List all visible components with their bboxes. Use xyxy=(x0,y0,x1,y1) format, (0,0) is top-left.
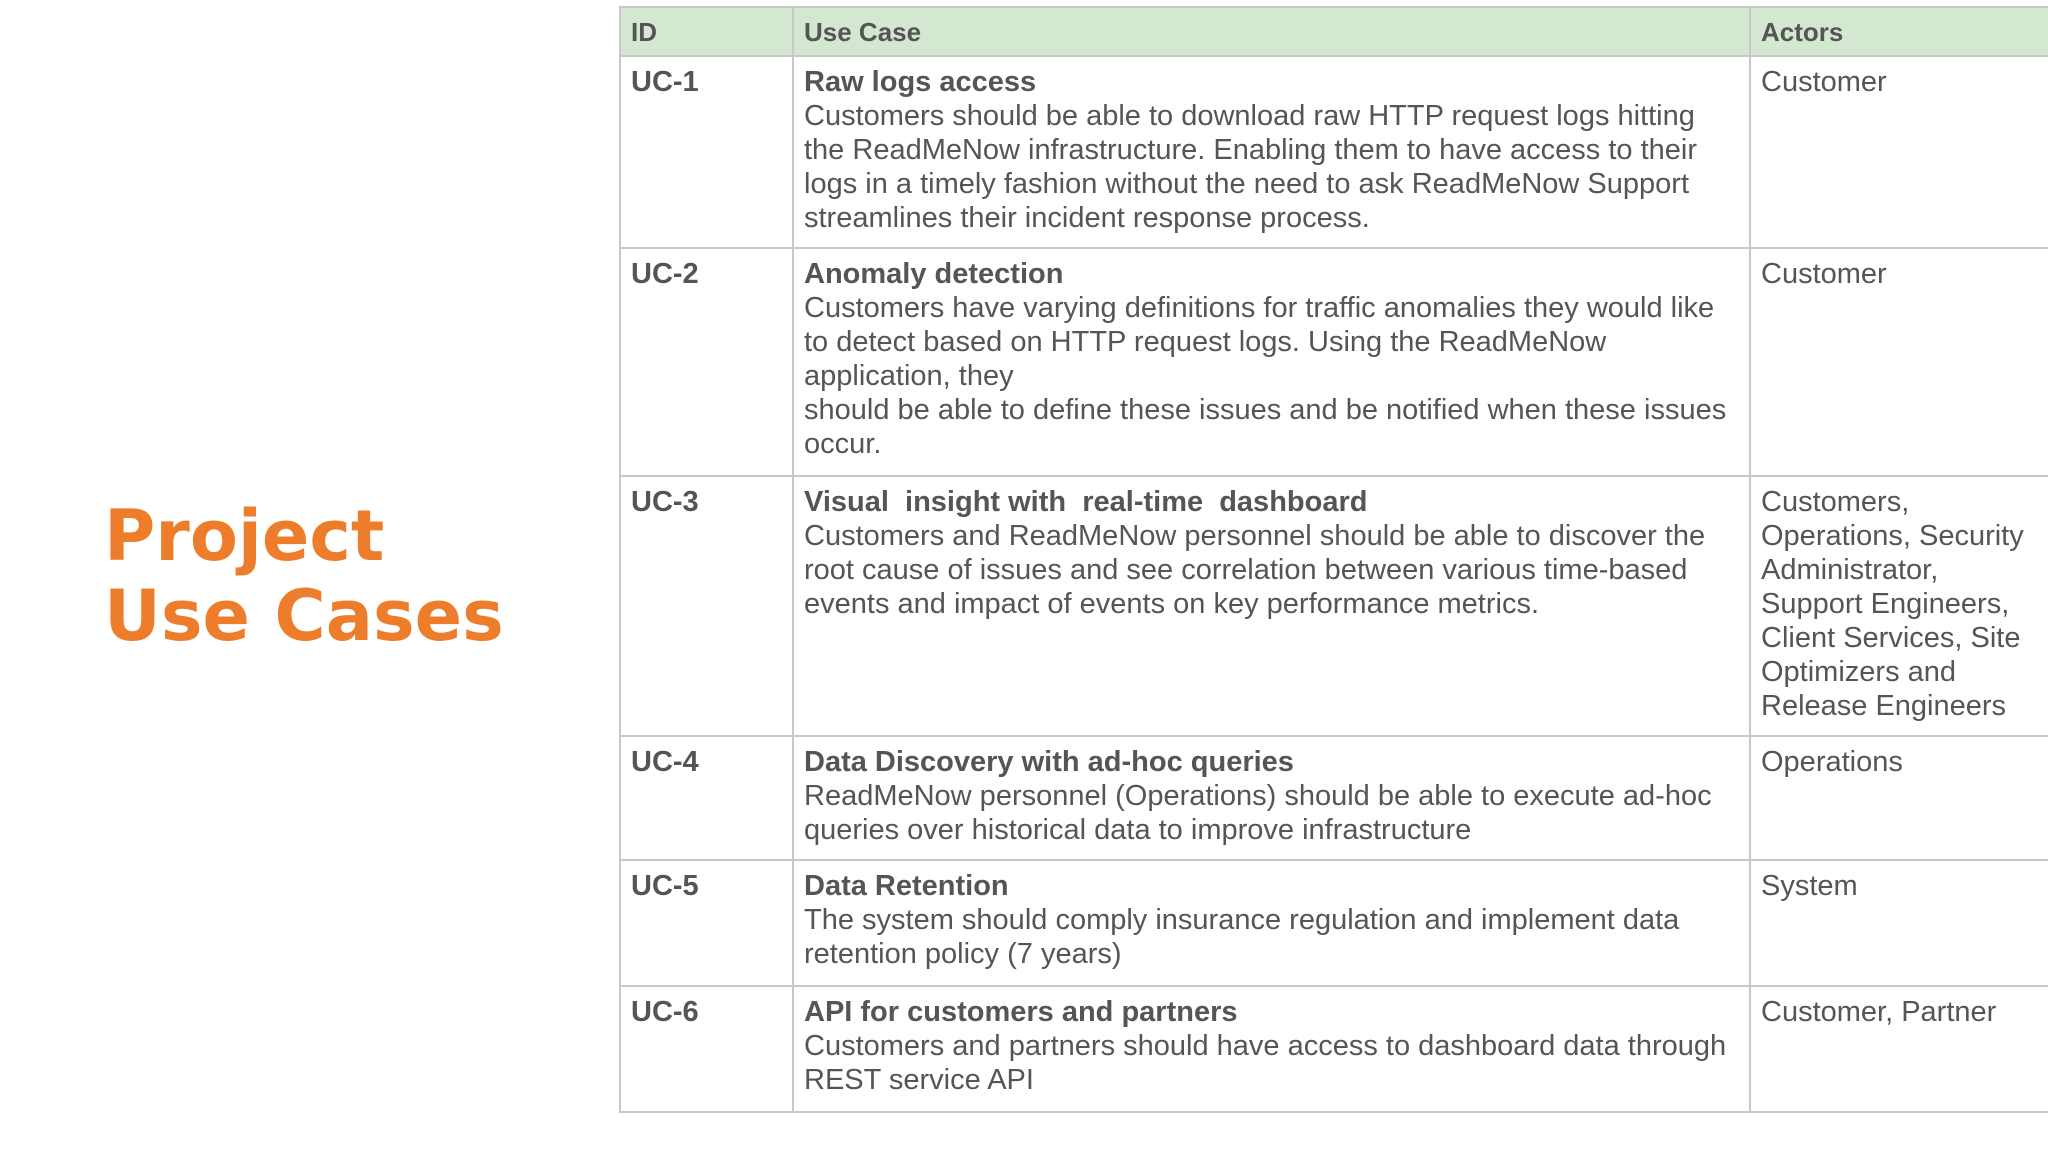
table-row xyxy=(620,56,2048,248)
use-case-actors: Customers, Operations, Security Administrator, Support Engineers, Client Services, Site Optimizers and Release Engineers xyxy=(1750,476,2048,736)
use-case-name: Data Discovery with ad-hoc queries xyxy=(804,746,1294,778)
use-case-id: UC-1 xyxy=(620,56,793,248)
use-case-actors: Customer xyxy=(1750,56,2048,248)
use-case-id: UC-5 xyxy=(620,860,793,986)
slide-title-line-2: Use Cases xyxy=(104,575,504,657)
header-use-case: Use Case xyxy=(793,7,1750,56)
table-row xyxy=(620,476,2048,736)
use-case-description: ReadMeNow personnel (Operations) should be able to execute ad-hoc queries over historical data to improve infrastructure xyxy=(804,780,1712,846)
use-case-description: Customers and ReadMeNow personnel should be able to discover the root cause of issues and see correlation between various time-based events and impact of events on key performance metrics. xyxy=(804,520,1706,620)
use-case-id: UC-4 xyxy=(620,736,793,860)
use-case-cell xyxy=(793,860,1750,986)
use-case-id: UC-6 xyxy=(620,986,793,1112)
table-header-row xyxy=(620,7,2048,56)
use-case-id: UC-3 xyxy=(620,476,793,736)
use-case-cell xyxy=(793,476,1750,736)
use-case-cell xyxy=(793,736,1750,860)
use-case-actors: Customer, Partner xyxy=(1750,986,2048,1112)
use-case-description: Customers have varying definitions for traffic anomalies they would like to detect based on HTTP request logs. Using the ReadMeNow application, they should be able to define these issues and be notified when these issues occur. xyxy=(804,292,1727,460)
use-case-description: Customers should be able to download raw HTTP request logs hitting the ReadMeNow infrastructure. Enabling them to have access to their logs in a timely fashion without the need to ask ReadMeNow Support streamlines their incident response process. xyxy=(804,100,1698,234)
use-case-name: Visual insight with real-time dashboard xyxy=(804,486,1368,518)
slide-title xyxy=(104,496,504,656)
use-case-actors: Operations xyxy=(1750,736,2048,860)
use-case-name: Raw logs access xyxy=(804,66,1037,98)
use-case-cell xyxy=(793,56,1750,248)
use-case-actors: Customer xyxy=(1750,248,2048,476)
table-row xyxy=(620,860,2048,986)
slide-title-line-1: Project xyxy=(104,495,385,577)
use-case-actors: System xyxy=(1750,860,2048,986)
table-row xyxy=(620,736,2048,860)
use-case-cell xyxy=(793,986,1750,1112)
use-case-id: UC-2 xyxy=(620,248,793,476)
use-case-table xyxy=(619,6,2048,1113)
use-case-cell xyxy=(793,248,1750,476)
use-case-name: Anomaly detection xyxy=(804,258,1064,290)
table-row xyxy=(620,248,2048,476)
use-case-name: API for customers and partners xyxy=(804,996,1238,1028)
use-case-description: Customers and partners should have access to dashboard data through REST service API xyxy=(804,1030,1727,1096)
use-case-name: Data Retention xyxy=(804,870,1009,902)
header-id: ID xyxy=(620,7,793,56)
table-row xyxy=(620,986,2048,1112)
use-case-description: The system should comply insurance regulation and implement data retention policy (7 years) xyxy=(804,904,1680,970)
header-actors: Actors xyxy=(1750,7,2048,56)
